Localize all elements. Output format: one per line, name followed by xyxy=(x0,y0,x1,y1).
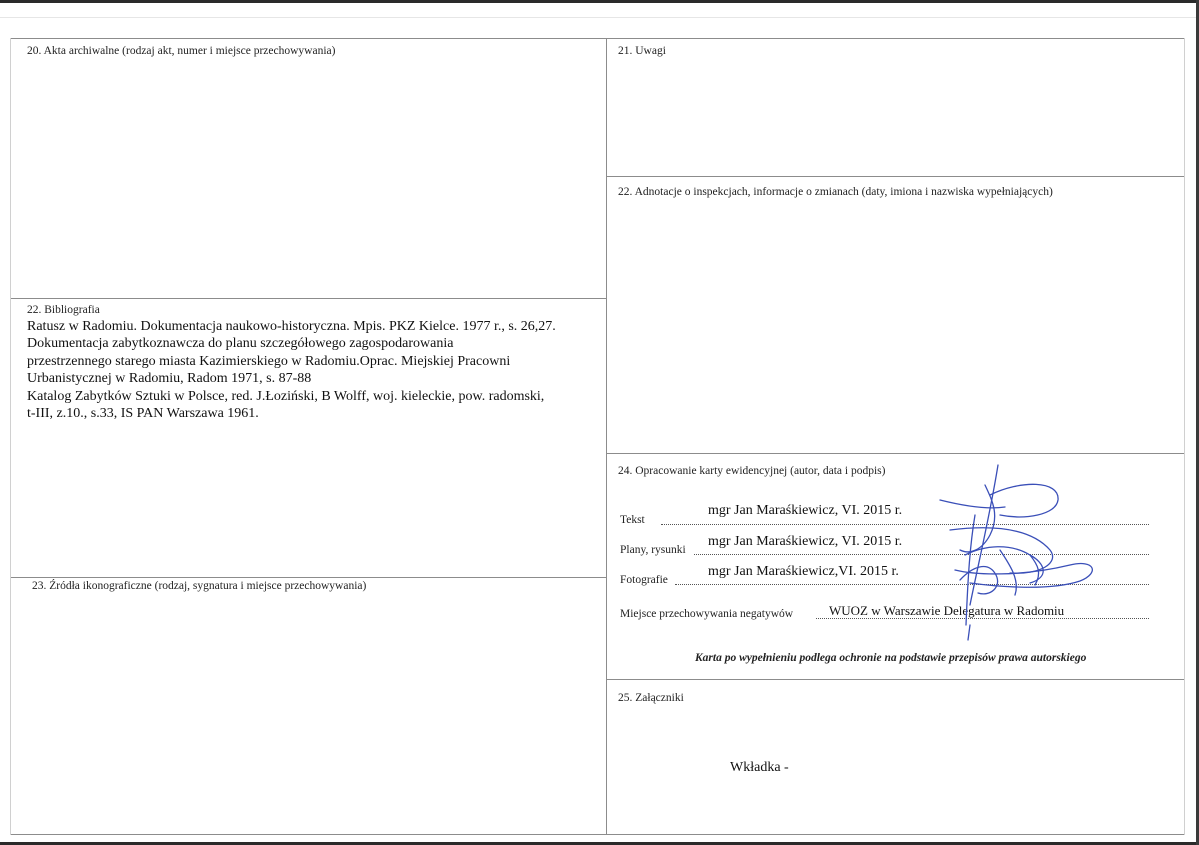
rule-bottom xyxy=(10,834,1184,835)
rule-right-21-22 xyxy=(606,176,1184,177)
rule-top xyxy=(10,38,1184,39)
rule-right-24-25 xyxy=(606,679,1184,680)
field-plany-label: Plany, rysunki xyxy=(620,544,686,556)
field-plany-value: mgr Jan Maraśkiewicz, VI. 2015 r. xyxy=(708,534,903,549)
rule-left-edge xyxy=(10,38,11,835)
field-foto-label: Fotografie xyxy=(620,574,668,586)
field-tekst-label: Tekst xyxy=(620,514,645,526)
bibliography-text xyxy=(27,318,556,422)
scan-edge-top-faint xyxy=(0,17,1199,18)
bibliography-line: Dokumentacja zabytkoznawcza do planu szczegółowego zagospodarowania xyxy=(27,336,454,352)
section-20-label: 20. Akta archiwalne (rodzaj akt, numer i miejsce przechowywania) xyxy=(27,45,336,57)
attachment-insert: Wkładka - xyxy=(730,760,789,775)
section-22-bibliography-label: 22. Bibliografia xyxy=(27,304,100,316)
field-tekst-value: mgr Jan Maraśkiewicz, VI. 2015 r. xyxy=(708,503,903,518)
section-23-label: 23. Źródła ikonograficzne (rodzaj, sygnatura i miejsce przechowywania) xyxy=(32,580,367,592)
bibliography-line: przestrzennego starego miasta Kazimierskiego w Radomiu.Oprac. Miejskiej Pracowni xyxy=(27,353,511,369)
field-foto-value: mgr Jan Maraśkiewicz,VI. 2015 r. xyxy=(708,564,899,579)
rule-right-edge xyxy=(1184,38,1185,835)
bibliography-line: Ratusz w Radomiu. Dokumentacja naukowo-historyczna. Mpis. PKZ Kielce. 1977 r., s. 26,27. xyxy=(27,319,556,334)
field-negatives-value: WUOZ w Warszawie Delegatura w Radomiu xyxy=(829,603,1065,618)
section-25-label: 25. Załączniki xyxy=(618,692,684,704)
field-negatives-label: Miejsce przechowywania negatywów xyxy=(620,608,794,620)
copyright-note: Karta po wypełnieniu podlega ochronie na podstawie przepisów prawa autorskiego xyxy=(695,652,1087,664)
bibliography-line: t-III, z.10., s.33, IS PAN Warszawa 1961. xyxy=(27,406,259,422)
section-24-label: 24. Opracowanie karty ewidencyjnej (autor, data i podpis) xyxy=(618,465,886,477)
scan-edge-top xyxy=(0,0,1199,3)
rule-middle-vertical xyxy=(606,38,607,835)
rule-left-22-23 xyxy=(10,577,606,578)
rule-left-20-22 xyxy=(10,298,606,299)
handwritten-signature xyxy=(930,455,1110,650)
rule-right-22-24 xyxy=(606,453,1184,454)
section-21-label: 21. Uwagi xyxy=(618,45,666,57)
bibliography-line: Katalog Zabytków Sztuki w Polsce, red. J.Łoziński, B Wolff, woj. kieleckie, pow. radomski, xyxy=(27,388,545,404)
bibliography-line: Urbanistycznej w Radomiu, Radom 1971, s. 87-88 xyxy=(27,371,312,387)
section-22-annotations-label: 22. Adnotacje o inspekcjach, informacje o zmianach (daty, imiona i nazwiska wypełniających) xyxy=(618,186,1053,198)
